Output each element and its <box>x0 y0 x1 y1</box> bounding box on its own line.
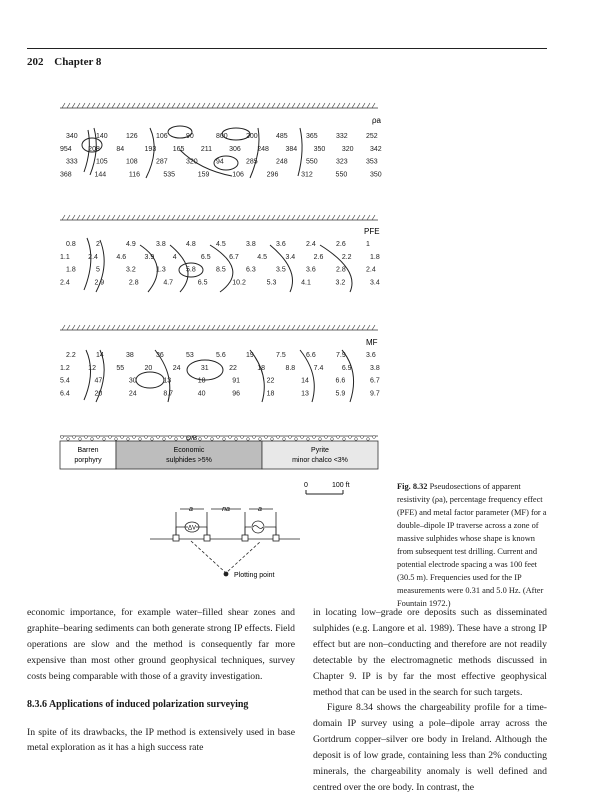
res-value: 332 <box>336 133 348 140</box>
res-value: 353 <box>366 158 378 166</box>
zone-2-line2: sulphides >5% <box>166 457 212 464</box>
left-column <box>27 605 295 756</box>
res-section-label: ρa <box>372 116 381 125</box>
mf-value: 5.9 <box>335 390 346 398</box>
res-value: 200 <box>246 133 258 140</box>
pfe-value: 10.2 <box>232 279 246 287</box>
pfe-value: 2.2 <box>341 253 352 261</box>
figure-caption <box>397 480 547 610</box>
res-value: 208 <box>88 145 100 153</box>
pfe-value: 6.3 <box>246 266 256 274</box>
res-value: 550 <box>335 171 348 179</box>
array-na: na <box>222 506 230 513</box>
res-value: 126 <box>126 133 138 140</box>
pfe-value: 4.6 <box>116 253 127 261</box>
mf-value: 6.9 <box>341 364 352 372</box>
pfe-value: 4.9 <box>126 241 136 248</box>
pfe-value: 3.4 <box>370 279 380 287</box>
pfe-value: 3.4 <box>285 253 296 261</box>
pfe-value: 4.1 <box>301 279 311 287</box>
mf-value: 8.8 <box>285 364 296 372</box>
mf-value: 2.2 <box>66 352 76 359</box>
mf-value: 14 <box>96 352 104 359</box>
left-paragraph-2: In spite of its drawbacks, the IP method is extensively used in base metal exploration as it has a high success rate <box>27 726 295 754</box>
res-value: 105 <box>96 158 108 166</box>
page-number: 202 <box>27 56 44 68</box>
res-value: 106 <box>156 133 168 140</box>
res-value: 350 <box>370 171 382 179</box>
mf-value: 19 <box>246 352 254 359</box>
res-value: 320 <box>186 158 198 166</box>
pfe-value: 5.8 <box>186 266 196 274</box>
pfe-value: 3.8 <box>156 241 166 248</box>
zone-3-line1: Pyrite <box>311 447 329 454</box>
mf-value: 18 <box>197 377 206 385</box>
array-a2: a <box>258 506 262 513</box>
pfe-value: 6.7 <box>229 253 239 261</box>
res-value: 106 <box>232 171 244 179</box>
pfe-value: 3.5 <box>276 266 286 274</box>
mf-section-label: MF <box>366 338 378 347</box>
pfe-value: 3.8 <box>246 241 256 248</box>
zone-2-line1: Economic <box>173 447 205 454</box>
res-value: 350 <box>313 145 326 153</box>
res-value: 320 <box>341 145 354 153</box>
res-value: 342 <box>370 145 382 153</box>
res-value: 287 <box>156 158 168 166</box>
left-paragraph-1: economic importance, for example water–filled shear zones and graphite–bearing sediments can both generate strong IP effects. Field operations are slow and the method is consequently far more expensive than most other ground geophysical techniques, survey costs being comparable with those of a gravity investigation. <box>27 607 295 682</box>
res-value: 108 <box>126 158 138 166</box>
pfe-value: 1.8 <box>370 253 380 261</box>
mf-value: 13 <box>301 390 309 398</box>
res-value: 296 <box>266 171 279 179</box>
res-value: 211 <box>200 145 213 153</box>
res-value: 365 <box>306 133 318 140</box>
scale-end: 100 ft <box>332 482 350 489</box>
res-value: 193 <box>144 145 157 153</box>
mf-value: 22 <box>229 364 237 372</box>
mf-value: 20 <box>144 364 153 372</box>
mf-value: 3.6 <box>366 352 376 359</box>
pfe-section-label: PFE <box>364 227 380 236</box>
pfe-value: 2.4 <box>60 279 70 287</box>
res-value: 116 <box>128 171 141 179</box>
mf-value: 30 <box>128 377 137 385</box>
res-value: 94 <box>216 158 224 166</box>
mf-value: 14 <box>301 377 309 385</box>
caption-title: Fig. 8.32 <box>397 482 428 491</box>
zone-3-line2: minor chalco <3% <box>292 457 348 464</box>
right-column <box>313 605 547 796</box>
pyrite-zone <box>262 441 378 469</box>
pfe-value: 3.9 <box>144 253 155 261</box>
mf-value: 13 <box>163 377 172 385</box>
mf-value: 7.9 <box>336 352 346 359</box>
mf-value: 12 <box>88 364 96 372</box>
pfe-value: 1 <box>366 241 370 248</box>
caption-text: Pseudosections of apparent resistivity (ρa), percentage frequency effect (PFE) and metal factor parameter (MF) for a double–dipole IP traverse across a zone of massive sulphides whose shape is known from subsequent test drilling. Current and potential electrode spacing a was 100 feet (30.5 m). Frequencies used for the IP measurements were 0.31 and 5.0 Hz. (After Fountain 1972.) <box>397 482 547 608</box>
pfe-value: 1.8 <box>66 266 76 274</box>
mf-value: 20 <box>94 390 103 398</box>
right-paragraph-1: in locating low–grade ore deposits such as disseminated sulphides (e.g. Langore et al. 1989). These have a strong IP effect but are non–conducting and therefore are not readily detectable by the electromagnetic methods discussed in Chapter 9. IP is by far the most effective geophysical method that can be used in the search for such targets. <box>313 607 547 698</box>
mf-value: 22 <box>266 377 275 385</box>
plotting-point-label: Plotting point <box>234 572 275 579</box>
res-value: 306 <box>229 145 241 153</box>
res-value: 323 <box>336 158 348 166</box>
pseudosection-values <box>60 133 382 397</box>
mf-value: 7.5 <box>276 352 286 359</box>
array-a1: a <box>189 506 193 513</box>
pfe-value: 2.6 <box>313 253 324 261</box>
pfe-value: 6.5 <box>200 253 211 261</box>
mf-value: 55 <box>116 364 125 372</box>
mf-value: 5.4 <box>60 377 70 385</box>
mf-value: 24 <box>128 390 137 398</box>
res-value: 550 <box>306 158 318 166</box>
mf-value: 18 <box>266 390 275 398</box>
mf-value: 5.6 <box>216 352 226 359</box>
pfe-value: 2 <box>96 241 100 248</box>
chapter-label: Chapter 8 <box>54 56 102 68</box>
plotting-point-marker <box>224 572 229 577</box>
mf-value: 18 <box>257 364 266 372</box>
pfe-value: 2.4 <box>88 253 98 261</box>
res-value: 248 <box>276 158 288 166</box>
zone-1-line2: porphyry <box>74 457 102 464</box>
pfe-value: 4.7 <box>163 279 174 287</box>
res-value: 384 <box>285 145 298 153</box>
res-value: 285 <box>246 158 258 166</box>
pfe-value: 2.8 <box>128 279 139 287</box>
res-value: 954 <box>60 145 72 153</box>
res-value: 252 <box>366 133 378 140</box>
pfe-value: 3.6 <box>276 241 286 248</box>
res-value: 90 <box>186 133 194 140</box>
mf-value: 38 <box>126 352 134 359</box>
mf-value: 91 <box>232 377 241 385</box>
pfe-value: 1.1 <box>60 253 70 261</box>
header-rule <box>27 48 547 49</box>
pfe-value: 4 <box>172 253 177 261</box>
res-value: 800 <box>216 133 228 140</box>
mf-value: 31 <box>200 364 209 372</box>
mf-value: 3.8 <box>370 364 380 372</box>
section-heading: 8.3.6 Applications of induced polarization surveying <box>27 698 249 710</box>
right-paragraph-2: Figure 8.34 shows the chargeability profile for a time-domain IP survey using a pole–dipole array across the Gortdrum copper–silver ore body in Ireland. Although the deposit is of low grade, containing less than 2% conducting minerals, the chargeability anomaly is well defined and centred over the ore body. In contrast, the <box>313 702 547 793</box>
res-value: 368 <box>60 171 72 179</box>
pfe-value: 5.3 <box>266 279 277 287</box>
pfe-value: 2.9 <box>94 279 105 287</box>
pfe-value: 2.8 <box>336 266 346 274</box>
array-dv: ΔV <box>187 525 197 532</box>
contour-lines <box>82 126 354 402</box>
pfe-value: 2.6 <box>336 241 346 248</box>
economic-sulphides-zone <box>116 441 262 469</box>
scale-bar <box>304 482 350 494</box>
pfe-value: 3.6 <box>306 266 316 274</box>
mf-value: 8.7 <box>163 390 174 398</box>
mf-value: 47 <box>94 377 103 385</box>
running-header <box>27 56 101 68</box>
pfe-value: 4.5 <box>216 241 226 248</box>
pfe-value: 4.8 <box>186 241 196 248</box>
electrode-array-diagram <box>150 509 300 573</box>
pfe-value: 5 <box>96 266 100 274</box>
mf-value: 40 <box>197 390 206 398</box>
mf-value: 6.4 <box>60 390 70 398</box>
pfe-value: 8.5 <box>216 266 226 274</box>
pfe-value: 4.5 <box>257 253 268 261</box>
zone-1-line1: Barren <box>77 447 99 454</box>
res-value: 312 <box>301 171 313 179</box>
mf-value: 6.6 <box>306 352 316 359</box>
mf-value: 96 <box>232 390 241 398</box>
scale-start: 0 <box>304 482 308 489</box>
res-value: 144 <box>94 171 107 179</box>
pfe-value: 3.2 <box>335 279 346 287</box>
res-value: 248 <box>257 145 269 153</box>
mf-value: 53 <box>186 352 194 359</box>
res-value: 333 <box>66 158 78 166</box>
mf-value: 6.6 <box>335 377 346 385</box>
barren-porphyry-zone <box>60 441 116 469</box>
mf-value: 7.4 <box>313 364 324 372</box>
pfe-value: 6.5 <box>197 279 208 287</box>
pfe-value: 1.3 <box>156 266 166 274</box>
mf-value: 1.2 <box>60 364 70 372</box>
mf-value: 24 <box>172 364 181 372</box>
pfe-value: 0.8 <box>66 241 76 248</box>
res-value: 140 <box>96 133 108 140</box>
pfe-value: 2.4 <box>366 266 376 274</box>
res-value: 165 <box>172 145 185 153</box>
pfe-value: 3.2 <box>126 266 136 274</box>
mf-value: 36 <box>156 352 164 359</box>
res-value: 340 <box>66 133 78 140</box>
res-value: 535 <box>163 171 176 179</box>
res-value: 159 <box>197 171 210 179</box>
mf-value: 9.7 <box>370 390 380 398</box>
pfe-value: 2.4 <box>306 241 316 248</box>
res-value: 485 <box>276 133 288 140</box>
mf-value: 6.7 <box>370 377 380 385</box>
ob-label: O/B <box>186 435 198 442</box>
res-value: 84 <box>116 145 125 153</box>
geology-section <box>60 435 378 469</box>
